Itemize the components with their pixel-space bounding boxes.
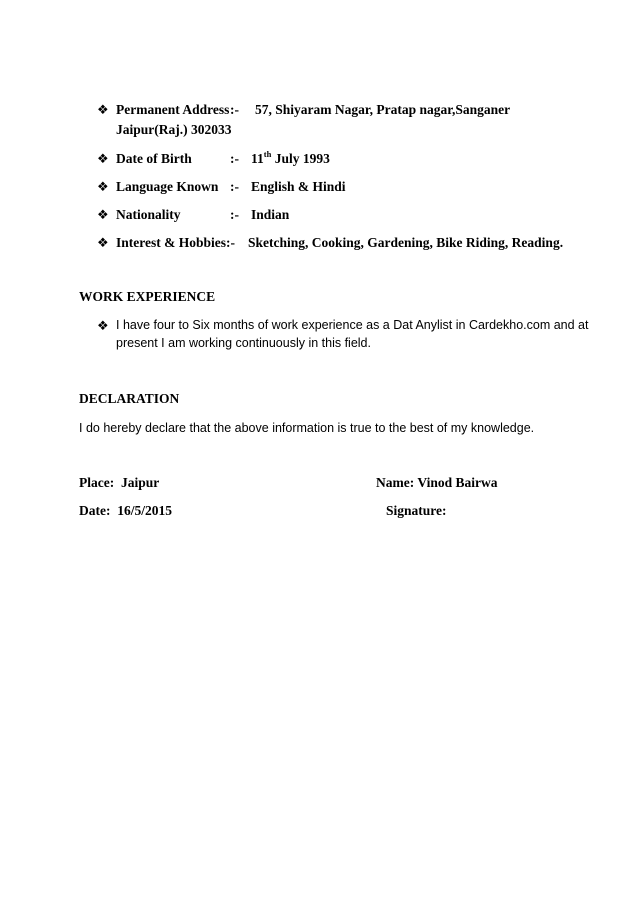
nationality-label: Nationality [116, 207, 181, 222]
dob-day: 11 [251, 151, 264, 166]
work-experience-line1: I have four to Six months of work experience as a Dat Anylist in Cardekho.com and at [116, 318, 589, 332]
language-label: Language Known [116, 179, 219, 194]
dob-separator: :- [230, 151, 239, 166]
interest-value: Sketching, Cooking, Gardening, Bike Riding, Reading. [248, 235, 564, 250]
dob-label: Date of Birth [116, 151, 192, 166]
place-field [79, 475, 159, 491]
address-value: 57, Shiyaram Nagar, Pratap nagar,Sanganer [255, 102, 511, 117]
name-label: Name: [376, 475, 415, 490]
name-field [376, 475, 498, 491]
bullet-icon: ❖ [97, 319, 109, 334]
bullet-icon: ❖ [97, 103, 109, 118]
dob-value [251, 148, 330, 167]
language-value: English & Hindi [251, 179, 346, 194]
nationality-separator: :- [230, 207, 239, 222]
place-value: Jaipur [120, 475, 160, 490]
dob-suffix: th [263, 148, 272, 159]
dob-rest: July 1993 [271, 151, 330, 166]
nationality-value: Indian [251, 207, 290, 222]
work-experience-line2: present I am working continuously in this field. [116, 336, 371, 350]
bullet-icon: ❖ [97, 180, 109, 195]
bullet-icon: ❖ [97, 236, 109, 251]
date-value: 16/5/2015 [117, 503, 172, 518]
address-separator: :- [230, 102, 239, 117]
signature-label: Signature: [386, 503, 447, 518]
place-label: Place: [79, 475, 115, 490]
date-label: Date: [79, 503, 111, 518]
declaration-heading: DECLARATION [79, 391, 180, 406]
bullet-icon: ❖ [97, 208, 109, 223]
declaration-text: I do hereby declare that the above information is true to the best of my knowledge. [79, 421, 535, 435]
language-separator: :- [230, 179, 239, 194]
name-value: Vinod Bairwa [417, 475, 498, 490]
interest-separator: :- [226, 235, 235, 250]
work-experience-heading: WORK EXPERIENCE [79, 289, 216, 304]
bullet-icon: ❖ [97, 152, 109, 167]
interest-label: Interest & Hobbies [116, 235, 226, 250]
date-field [79, 503, 172, 519]
address-label: Permanent Address [116, 102, 230, 117]
address-value-line2: Jaipur(Raj.) 302033 [116, 122, 232, 137]
